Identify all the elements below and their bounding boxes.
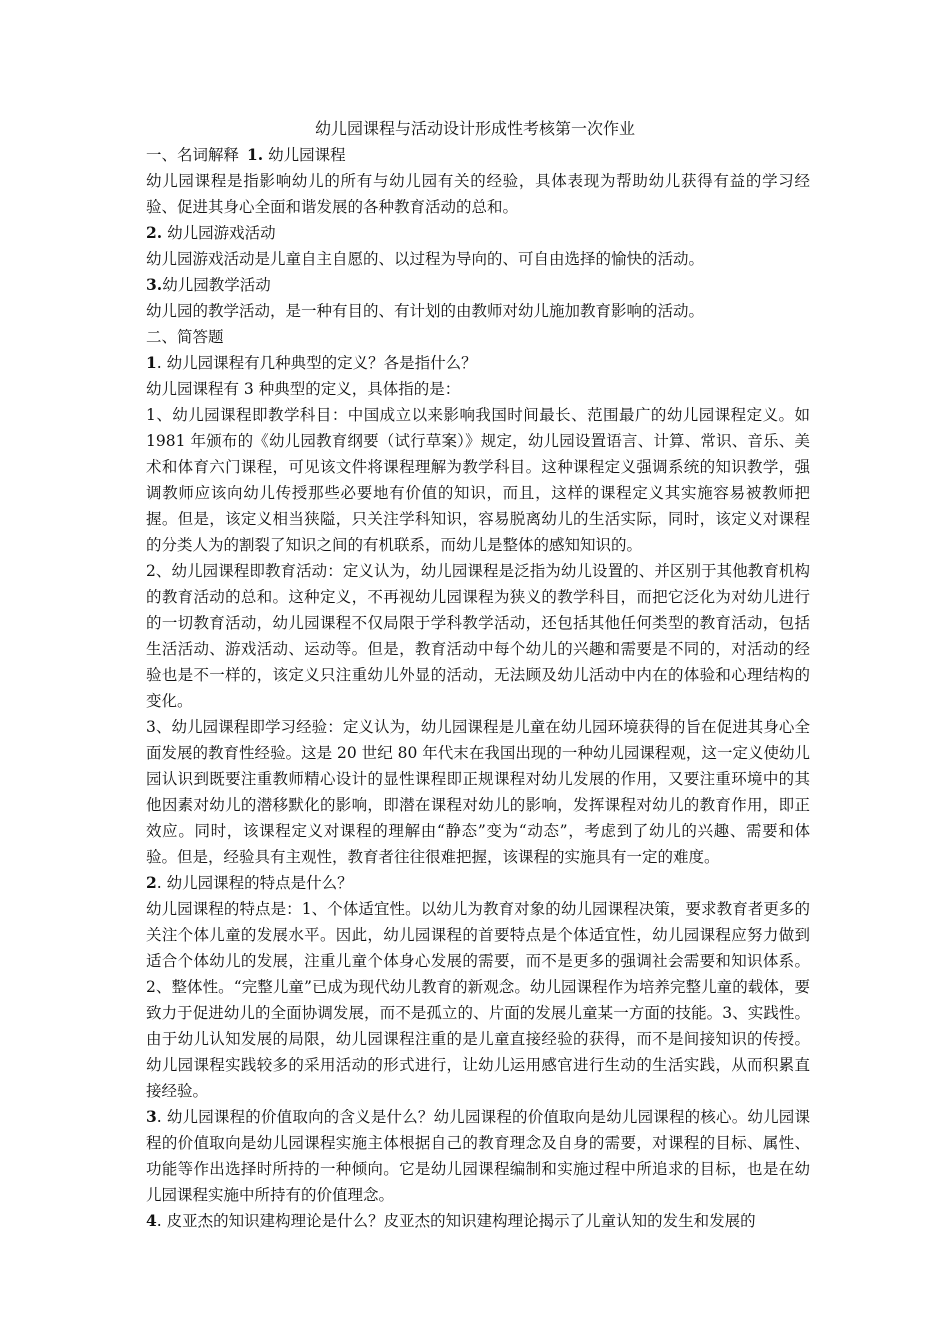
- section1-heading: 一、名词解释: [146, 146, 240, 164]
- term1-number: 1.: [247, 145, 264, 164]
- document-title: 幼儿园课程与活动设计形成性考核第一次作业: [314, 119, 635, 138]
- question3: [146, 1104, 810, 1208]
- term3-number: 3.: [146, 275, 163, 294]
- term2-number: 2.: [146, 223, 163, 242]
- section1-heading-line: [146, 142, 810, 168]
- question2-answer: 幼儿园课程的特点是：1、个体适宜性。以幼儿为教育对象的幼儿园课程决策，要求教育者更多的关注个体儿童的发展水平。因此，幼儿园课程的首要特点是个体适宜性，幼儿园课程应努力做到适合个体幼儿的发展，注重儿童个体身心发展的需要，而不是更多的强调社会需要和知识体系。2、整体性。“完整儿童”已成为现代幼儿教育的新观念。幼儿园课程作为培养完整儿童的载体，要致力于促进幼儿的全面协调发展，而不是孤立的、片面的发展儿童某一方面的技能。3、实践性。由于幼儿认知发展的局限，幼儿园课程注重的是儿童直接经验的获得，而不是间接知识的传授。幼儿园课程实践较多的采用活动的形式进行，让幼儿运用感官进行生动的生活实践，从而积累直接经验。: [146, 900, 810, 1100]
- question1: [146, 350, 810, 376]
- question1-paragraph1: 1、幼儿园课程即教学科目：中国成立以来影响我国时间最长、范围最广的幼儿园课程定义。如 1981 年颁布的《幼儿园教育纲要（试行草案）》规定，幼儿园设置语言、计算、常识、音乐、美术和体育六门课程，可见该文件将课程理解为教学科目。这种课程定义强调系统的知识教学，强调教师应该向幼儿传授那些必要地有价值的知识，而且，这样的课程定义其实施容易被教师把握。但是，该定义相当狭隘，只关注学科知识，容易脱离幼儿的生活实际，同时，该定义对课程的分类人为的割裂了知识之间的有机联系，而幼儿是整体的感知知识的。: [146, 406, 810, 554]
- question3-text: . 幼儿园课程的价值取向的含义是什么？幼儿园课程的价值取向是幼儿园课程的核心。幼儿园课程的价值取向是幼儿园课程实施主体根据自己的教育理念及自身的需要，对课程的目标、属性、功能等作出选择时所持的一种倾向。它是幼儿园课程编制和实施过程中所追求的目标，也是在幼儿园课程实施中所持有的价值理念。: [146, 1108, 810, 1204]
- term2-title: 幼儿园游戏活动: [167, 224, 276, 242]
- term3-definition: 幼儿园的教学活动，是一种有目的、有计划的由教师对幼儿施加教育影响的活动。: [146, 302, 705, 320]
- term1-definition: 幼儿园课程是指影响幼儿的所有与幼儿园有关的经验，具体表现为帮助幼儿获得有益的学习经验、促进其身心全面和谐发展的各种教育活动的总和。: [146, 172, 810, 216]
- question1-text: . 幼儿园课程有几种典型的定义？各是指什么？: [156, 354, 477, 372]
- question1-paragraph2: 2、幼儿园课程即教育活动：定义认为，幼儿园课程是泛指为幼儿设置的、并区别于其他教育机构的教育活动的总和。这种定义，不再视幼儿园课程为狭义的教学科目，而把它泛化为对幼儿进行的一切教育活动，幼儿园课程不仅局限于学科教学活动，还包括其他任何类型的教育活动，包括生活活动、游戏活动、运动等。但是，教育活动中每个幼儿的兴趣和需要是不同的，对活动的经验也是不一样的，该定义只注重幼儿外显的活动，无法顾及幼儿活动中内在的体验和心理结构的变化。: [146, 562, 810, 710]
- question4: [146, 1208, 810, 1234]
- term1-title: 幼儿园课程: [268, 146, 346, 164]
- question3-number: 3: [146, 1107, 157, 1126]
- question2-text: . 幼儿园课程的特点是什么？: [156, 874, 353, 892]
- question2-number: 2: [146, 873, 157, 892]
- question1-paragraph3: 3、幼儿园课程即学习经验：定义认为，幼儿园课程是儿童在幼儿园环境获得的旨在促进其身心全面发展的教育性经验。这是 20 世纪 80 年代末在我国出现的一种幼儿园课程观，这一定义使幼儿园认识到既要注重教师精心设计的显性课程即正规课程对幼儿发展的作用，又要注重环境中的其他因素对幼儿的潜移默化的影响，即潜在课程对幼儿的影响，发挥课程对幼儿的教育作用，即正效应。同时，该课程定义对课程的理解由“静态”变为“动态”，考虑到了幼儿的兴趣、需要和体验。但是，经验具有主观性，教育者往往很难把握，该课程的实施具有一定的难度。: [146, 718, 810, 866]
- term3-heading-line: [146, 272, 810, 298]
- document-body: [146, 142, 810, 1234]
- question4-number: 4: [146, 1211, 157, 1230]
- question1-intro: 幼儿园课程有 3 种典型的定义，具体指的是：: [146, 380, 461, 398]
- question2: [146, 870, 810, 896]
- term2-heading-line: [146, 220, 810, 246]
- term3-title: 幼儿园教学活动: [162, 276, 271, 294]
- term2-definition: 幼儿园游戏活动是儿童自主自愿的、以过程为导向的、可自由选择的愉快的活动。: [146, 250, 705, 268]
- section2-heading: 二、简答题: [146, 328, 224, 346]
- question4-text: . 皮亚杰的知识建构理论是什么？皮亚杰的知识建构理论揭示了儿童认知的发生和发展的: [156, 1212, 756, 1230]
- question1-number: 1: [146, 353, 157, 372]
